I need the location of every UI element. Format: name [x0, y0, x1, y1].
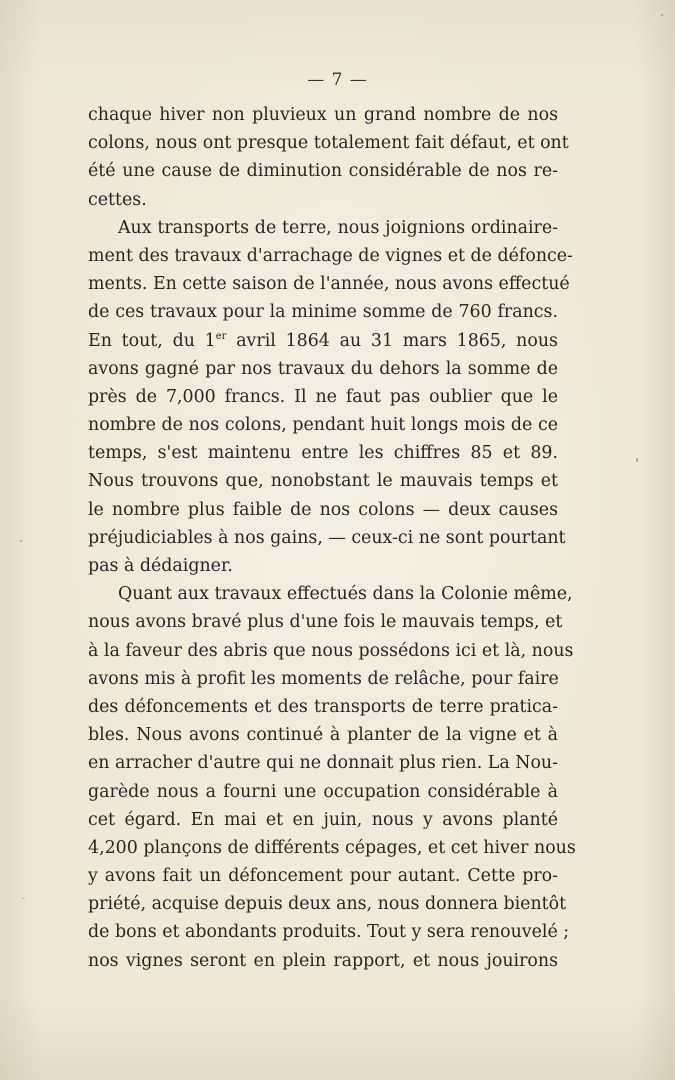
text-line: avons mis à profit les moments de relâche, pour faire [88, 668, 559, 689]
text-line: ments. En cette saison de l'année, nous avons effectué [88, 274, 570, 295]
text-line: garède nous a fourni une occupation considérable à [88, 781, 558, 802]
paper-speck [20, 540, 22, 542]
text-line: près de 7,000 francs. Il ne faut pas oublier que le [88, 386, 558, 407]
text-line: Nous trouvons que, nonobstant le mauvais temps et [88, 471, 558, 492]
text-line: de ces travaux pour la minime somme de 760 francs. [88, 302, 558, 323]
text-line: ment des travaux d'arrachage de vignes et de défonce- [88, 245, 573, 266]
text-line: cet égard. En mai et en juin, nous y avons planté [88, 809, 558, 830]
text-line: Aux transports de terre, nous joignions ordinaire- [118, 217, 558, 238]
text-line: nombre de nos colons, pendant huit longs mois de ce [88, 415, 558, 436]
text-line: le nombre plus faible de nos colons — deux causes [88, 499, 558, 520]
text-line: temps, s'est maintenu entre les chiffres 85 et 89. [88, 443, 558, 464]
text-line: En tout, du 1er avril 1864 au 31 mars 1865, nous [88, 330, 558, 351]
text-line: à la faveur des abris que nous possédons ici et là, nous [88, 640, 574, 661]
paper-speck [22, 898, 25, 899]
paper-speck [661, 14, 663, 16]
text-line: de bons et abondants produits. Tout y sera renouvelé ; [88, 922, 570, 943]
text-line: priété, acquise depuis deux ans, nous donnera bientôt [88, 894, 567, 915]
text-line: préjudiciables à nos gains, — ceux-ci ne sont pourtant [88, 527, 566, 548]
text-line: bles. Nous avons continué à planter de la vigne et à [88, 725, 558, 746]
text-line: 4,200 plançons de différents cépages, et cet hiver nous [88, 837, 576, 858]
text-line: des défoncements et des transports de terre pratica- [88, 696, 558, 717]
text-line: y avons fait un défoncement pour autant. Cette pro- [88, 866, 558, 887]
text-line: nos vignes seront en plein rapport, et nous jouirons [88, 950, 558, 971]
body-text [88, 101, 576, 975]
text-line: été une cause de diminution considérable de nos re- [88, 161, 558, 182]
text-line: en arracher d'autre qui ne donnait plus rien. La Nou- [88, 753, 558, 774]
text-line: chaque hiver non pluvieux un grand nombre de nos [88, 105, 558, 125]
text-line: avons gagné par nos travaux du dehors la somme de [88, 358, 558, 379]
text-line: pas à dédaigner. [88, 556, 233, 576]
page-number: — 7 — [307, 70, 368, 90]
text-line: nous avons bravé plus d'une fois le mauvais temps, et [88, 612, 563, 633]
paper-speck [636, 458, 638, 462]
text-line: Quant aux travaux effectués dans la Colonie même, [118, 584, 573, 605]
text-line: cettes. [88, 189, 147, 210]
text-line: colons, nous ont presque totalement fait défaut, et ont [88, 133, 569, 154]
